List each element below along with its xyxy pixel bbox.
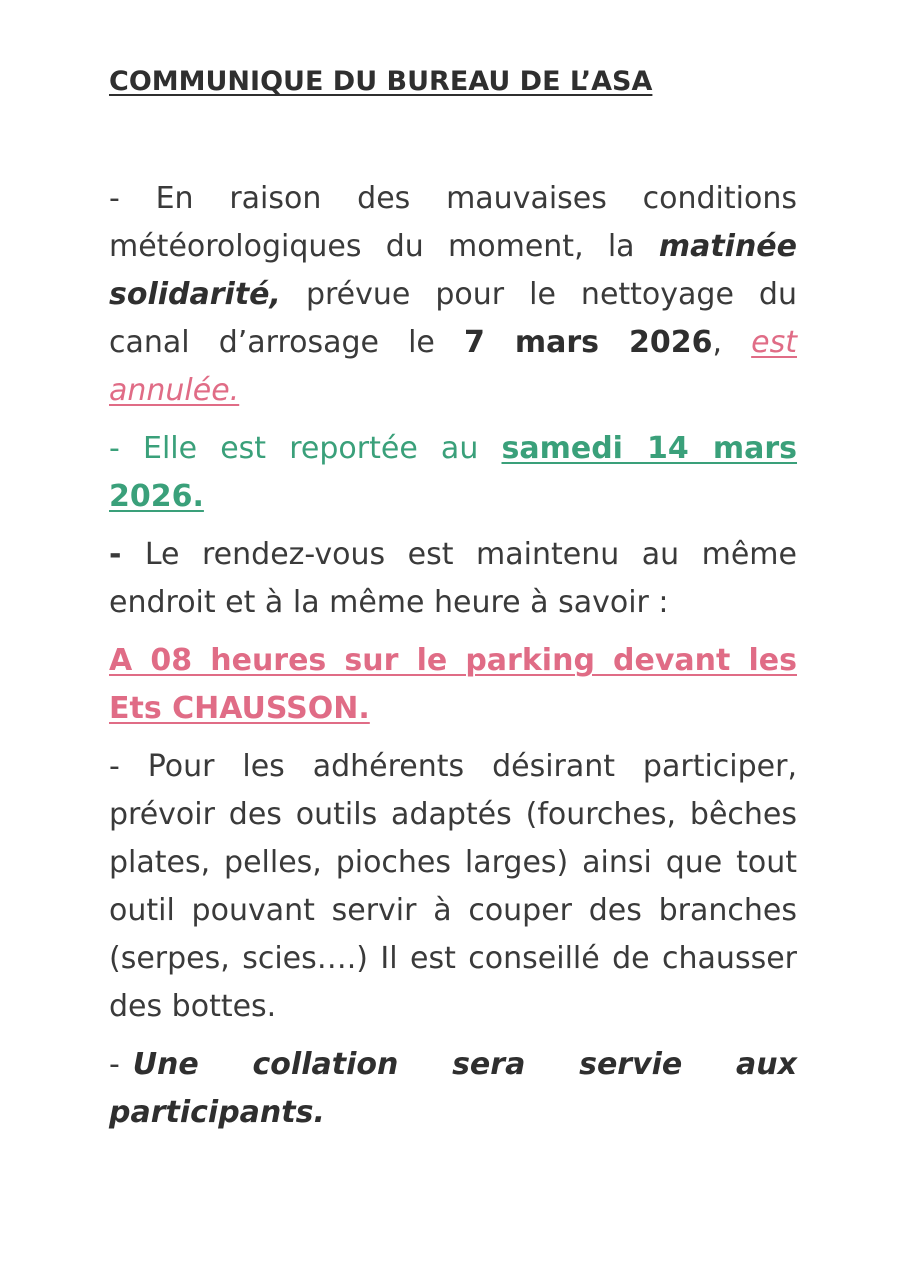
document-body (109, 175, 797, 1147)
meeting-text: Le rendez-vous est maintenu au même endroit et à la même heure à savoir : (109, 537, 797, 620)
document-title: COMMUNIQUE DU BUREAU DE L’ASA (109, 66, 653, 97)
paragraph-postponed (109, 425, 797, 521)
original-date-text: 7 mars 2026 (463, 325, 713, 360)
paragraph-meeting (109, 531, 797, 627)
paragraph-meeting-location: A 08 heures sur le parking devant les Ets CHAUSSON. (109, 643, 797, 726)
collation-dash: - (109, 1047, 133, 1082)
cancellation-purpose-text: prévue pour le nettoyage du canal d’arrosage le (109, 277, 797, 360)
cancelled-status-text: est annulée. (109, 325, 797, 408)
paragraph-tools: - Pour les adhérents désirant participer, prévoir des outils adaptés (fourches, bêches plates, pelles, pioches larges) ainsi que tout outil pouvant servir à couper des branches (serpes, scies….) Il est conseillé de chausser des bottes. (109, 749, 797, 1024)
postponed-intro-text: - Elle est reportée au (109, 431, 502, 466)
new-date-text: samedi 14 mars 2026. (109, 431, 798, 514)
paragraph-cancellation (109, 175, 797, 415)
paragraph-collation (109, 1041, 797, 1137)
collation-text: Une collation sera servie aux participants. (109, 1047, 797, 1130)
cancellation-comma-text: , (712, 325, 752, 360)
cancellation-intro-text: - En raison des mauvaises conditions météorologiques du moment, la (109, 181, 797, 264)
meeting-dash: - (109, 537, 145, 572)
event-name-text: matinée solidarité, (109, 229, 797, 312)
